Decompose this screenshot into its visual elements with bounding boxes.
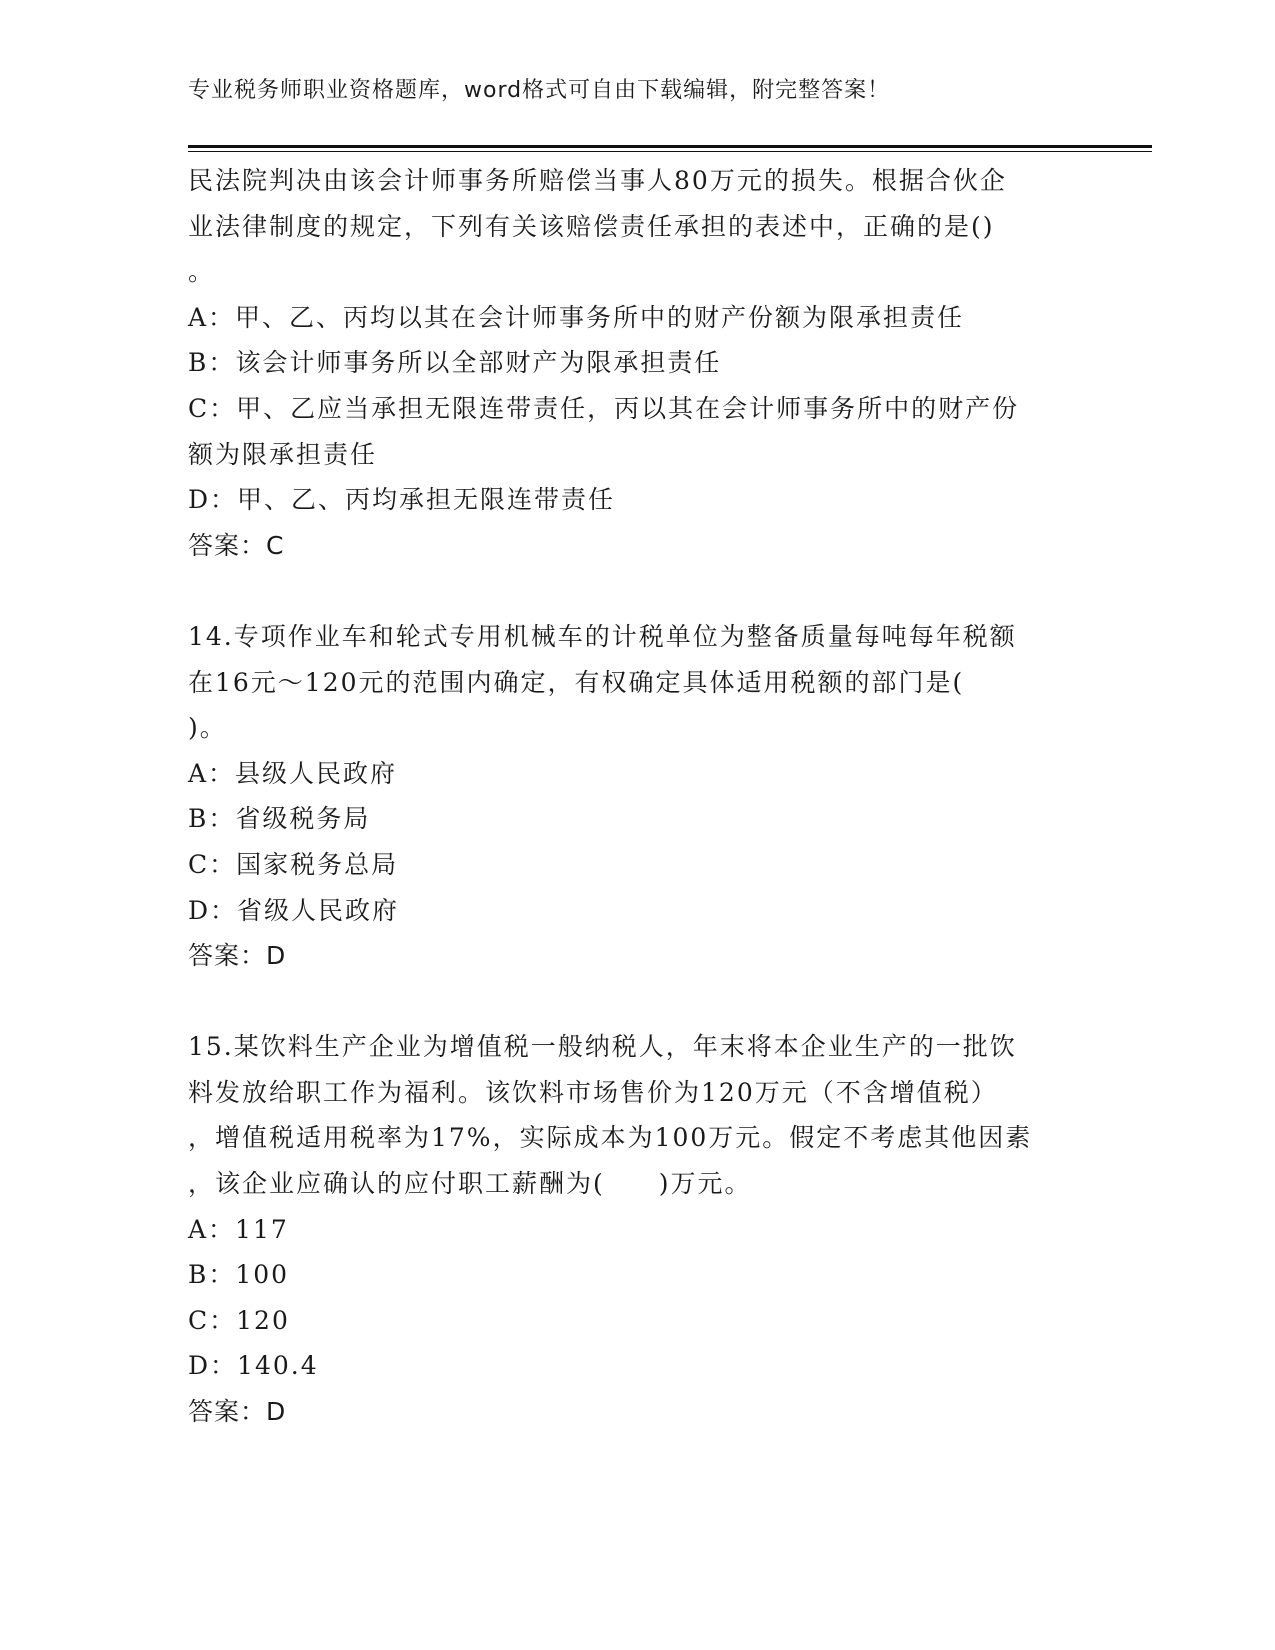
answer-line: 答案：D bbox=[188, 1397, 287, 1427]
answer-line: 答案：D bbox=[188, 941, 287, 971]
question-stem-line: ，该企业应确认的应付职工薪酬为( )万元。 bbox=[188, 1169, 752, 1199]
question-15 bbox=[188, 1024, 1088, 1434]
question-13 bbox=[188, 158, 1088, 568]
option-b: B：该会计师事务所以全部财产为限承担责任 bbox=[188, 348, 722, 378]
option-c: C：120 bbox=[188, 1305, 290, 1335]
question-stem-line: 14.专项作业车和轮式专用机械车的计税单位为整备质量每吨每年税额 bbox=[188, 621, 1017, 651]
option-d: D：140.4 bbox=[188, 1351, 319, 1381]
option-a: A：甲、乙、丙均以其在会计师事务所中的财产份额为限承担责任 bbox=[188, 302, 965, 332]
question-stem-line: 业法律制度的规定，下列有关该赔偿责任承担的表述中，正确的是() bbox=[188, 211, 995, 241]
option-c: C：国家税务总局 bbox=[188, 849, 399, 879]
page-header: 专业税务师职业资格题库，word格式可自由下载编辑，附完整答案！ bbox=[188, 78, 891, 103]
question-stem-line: 15.某饮料生产企业为增值税一般纳税人，年末将本企业生产的一批饮 bbox=[188, 1032, 1017, 1062]
option-d: D：甲、乙、丙均承担无限连带责任 bbox=[188, 485, 616, 515]
option-c: C：甲、乙应当承担无限连带责任，丙以其在会计师事务所中的财产份 bbox=[188, 393, 1020, 423]
option-a: A：县级人民政府 bbox=[188, 758, 398, 788]
question-content bbox=[188, 158, 1088, 1435]
option-d: D：省级人民政府 bbox=[188, 895, 400, 925]
header-rule-thick bbox=[188, 145, 1152, 148]
header-rule-thin bbox=[188, 151, 1152, 152]
question-stem-line: 料发放给职工作为福利。该饮料市场售价为120万元（不含增值税） bbox=[188, 1077, 998, 1107]
option-b: B：省级税务局 bbox=[188, 804, 371, 834]
answer-line: 答案：C bbox=[188, 530, 285, 560]
question-stem-line: 民法院判决由该会计师事务所赔偿当事人80万元的损失。根据合伙企 bbox=[188, 166, 1007, 195]
option-c-continued: 额为限承担责任 bbox=[188, 439, 378, 469]
question-stem-line: )。 bbox=[188, 713, 227, 743]
question-stem-line: ，增值税适用税率为17%，实际成本为100万元。假定不考虑其他因素 bbox=[188, 1123, 1033, 1153]
question-spacer bbox=[188, 979, 1088, 1025]
option-a: A：117 bbox=[188, 1214, 289, 1244]
option-b: B：100 bbox=[188, 1260, 290, 1290]
question-stem-line: 。 bbox=[188, 257, 216, 287]
question-14 bbox=[188, 614, 1088, 979]
question-stem-line: 在16元～120元的范围内确定，有权确定具体适用税额的部门是( bbox=[188, 667, 965, 697]
question-spacer bbox=[188, 568, 1088, 614]
